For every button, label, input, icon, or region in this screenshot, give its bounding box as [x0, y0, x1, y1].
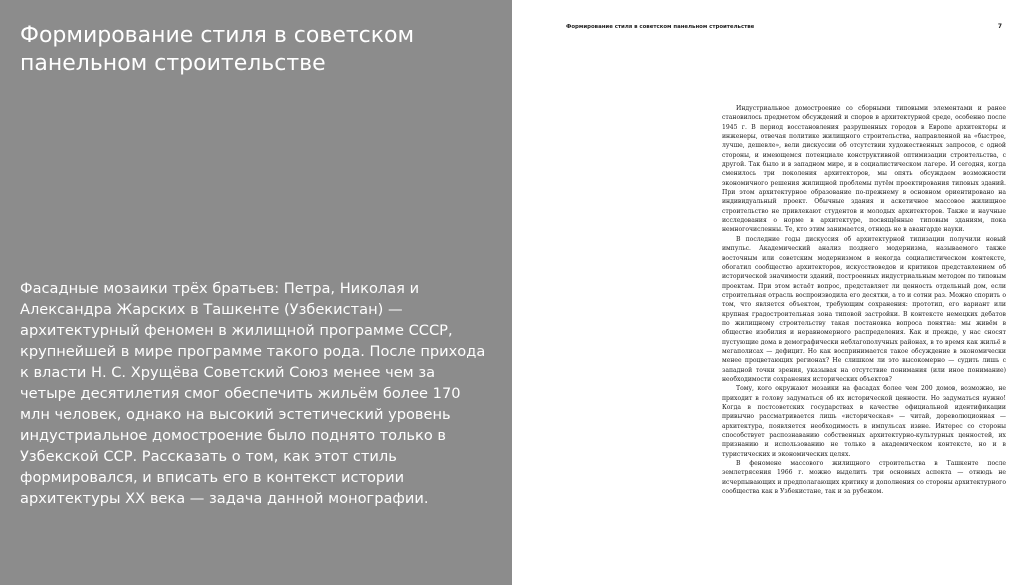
paragraph: Тому, кого окружают мозаики на фасадах более чем 200 домов, возможно, не приходит в голову задуматься об их исторической ценности. Но задуматься нужно! Когда в постсоветских государствах в качестве официальной идентификации привычно рассматривается лишь «историческая» — читай, дореволюционная — архитектура, появляется необходимость в импульсах извне. Интерес со стороны способствует распознаванию собственных архитектурно-культурных ценностей, их признанию и использованию не только в академическом контексте, но и в туристических и экономических целях. [722, 385, 1006, 458]
paragraph: Индустриальное домостроение со сборными типовыми элементами и ранее становилось предметом обсуждений и споров в архитектурной среде, особенно после 1945 г. В период восстановления разрушенных городов в Европе архитекторы и инженеры, отвечая политике жилищного строительства, направленной на «быстрее, лучше, дешевле», вели дискуссии об отсутствии художественных запросов, с одной стороны, и имеющемся потенциале конструктивной оптимизации строительства, с другой. Так было и в западном мире, и в социалистическом лагере. И сегодня, когда сменилось три поколения архитекторов, мы опять обсуждаем возможности экономичного решения жилищной проблемы путём проектирования типовых зданий. При этом архитектурное образование по-прежнему в основном ориентировано на индивидуальный проект. Обычные здания и аскетичное массовое жилищное строительство не привлекают студентов и молодых архитекторов. Также и научные исследования о норме в архитектуре, посвящённые типовым зданиям, пока немногочисленны. Те, кто этим занимается, отнюдь не в авангарде науки. [722, 105, 1006, 234]
body-text [722, 104, 1006, 496]
right-page [512, 0, 1024, 585]
abstract-text: Фасадные мозаики трёх братьев: Петра, Николая и Александра Жарских в Ташкенте (Узбекистан) — архитектурный феномен в жилищной программе СССР, крупнейшей в мире программе такого рода. После прихода к власти Н. С. Хрущёва Советский Союз менее чем за четыре десятилетия смог обеспечить жильём более 170 млн человек, однако на высокий эстетический уровень индустриальное домостроение было поднято только в Узбекской ССР. Рассказать о том, как этот стиль формировался, и вписать его в контекст истории архитектуры XX века — задача данной монографии. [20, 280, 486, 507]
book-title: Формирование стиля в советском панельном строительстве [20, 23, 415, 76]
paragraph: В последние годы дискуссия об архитектурной типизации получили новый импульс. Академический анализ позднего модернизма, называемого также восточным или советским модернизмом в некогда социалистическом контексте, обогатил сообщество архитекторов, искусствоведов и критиков представлением об исторической значимости зданий, построенных индустриальным методом по типовым проектам. При этом встаёт вопрос, представляет ли ценность отдельный дом, если строительная отрасль воспроизводила его десятки, а то и сотни раз. Можно спорить о том, что является объектом, требующим сохранения: прототип, его вариант или крупная градостроительная зона типовой застройки. В контексте немецких дебатов по жилищному строительству такая постановка вопроса понятна: мы живём в обществе изобилия и неравномерного распределения. Как и прежде, у нас сносят пустующие дома в демографически неблагополучных районах, в то время как жильё в мегаполисах — дефицит. Но как воспринимается такое обсуждение в экономически менее процветающих регионах? Не слишком ли это высокомерно — судить лишь с западной точки зрения, указывая на отсутствие понимания (или иное понимание) необходимости сохранения исторических объектов? [722, 235, 1006, 383]
running-head: Формирование стиля в советском панельном строительстве [566, 24, 755, 30]
paragraph: В феномене массового жилищного строительства в Ташкенте после землетрясения 1966 г. можно выделить три основных аспекта — отнюдь не исчерпывающих и предполагающих критику и дополнения со стороны архитектурного сообщества как в Узбекистане, так и за рубежом. [722, 460, 1006, 496]
page-number: 7 [997, 23, 1002, 30]
